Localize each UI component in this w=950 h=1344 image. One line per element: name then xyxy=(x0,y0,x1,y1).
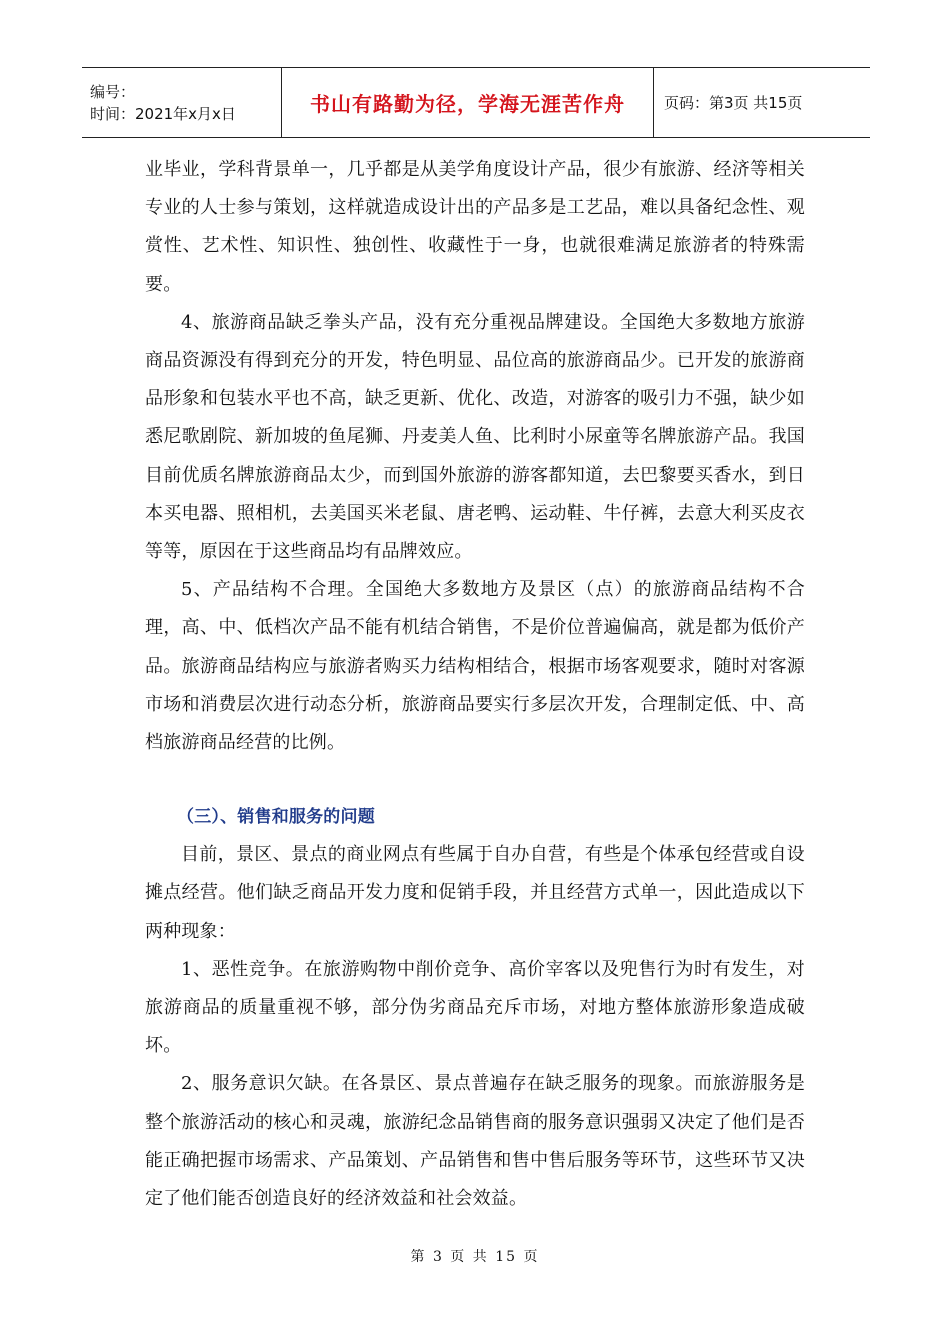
body-paragraph: 目前，景区、景点的商业网点有些属于自办自营，有些是个体承包经营或自设摊点经营。他们缺乏商品开发力度和促销手段，并且经营方式单一，因此造成以下两种现象： xyxy=(145,844,805,942)
header-meta xyxy=(82,68,282,137)
document-body xyxy=(145,151,805,1218)
body-paragraph: 5、产品结构不合理。全国绝大多数地方及景区（点）的旅游商品结构不合理，高、中、低档次产品不能有机结合销售，不是价位普遍偏高，就是都为低价产品。旅游商品结构应与旅游者购买力结构相结合，根据市场客观要求，随时对客源市场和消费层次进行动态分析，旅游商品要实行多层次开发，合理制定低、中、高档旅游商品经营的比例。 xyxy=(145,579,805,754)
header-motto-cell xyxy=(282,68,654,137)
page-footer: 第 3 页 共 15 页 xyxy=(410,1249,540,1265)
body-paragraph: 2、服务意识欠缺。在各景区、景点普遍存在缺乏服务的现象。而旅游服务是整个旅游活动的核心和灵魂，旅游纪念品销售商的服务意识强弱又决定了他们是否能正确把握市场需求、产品策划、产品销售和售中售后服务等环节，这些环节又决定了他们能否创造良好的经济效益和社会效益。 xyxy=(145,1073,805,1210)
page-header xyxy=(82,67,870,138)
header-motto: 书山有路勤为径，学海无涯苦作舟 xyxy=(310,92,625,116)
section-heading: （三）、销售和服务的问题 xyxy=(177,807,375,828)
body-paragraph: 业毕业，学科背景单一，几乎都是从美学角度设计产品，很少有旅游、经济等相关专业的人士参与策划，这样就造成设计出的产品多是工艺品，难以具备纪念性、观赏性、艺术性、知识性、独创性、收藏性于一身，也就很难满足旅游者的特殊需要。 xyxy=(145,159,805,295)
header-page-info: 页码：第3页 共15页 xyxy=(664,94,803,112)
body-paragraph: 4、旅游商品缺乏拳头产品，没有充分重视品牌建设。全国绝大多数地方旅游商品资源没有得到充分的开发，特色明显、品位高的旅游商品少。已开发的旅游商品形象和包装水平也不高，缺乏更新、优化、改造，对游客的吸引力不强，缺少如悉尼歌剧院、新加坡的鱼尾狮、丹麦美人鱼、比利时小尿童等名牌旅游产品。我国目前优质名牌旅游商品太少，而到国外旅游的游客都知道，去巴黎要买香水，到日本买电器、照相机，去美国买米老鼠、唐老鸭、运动鞋、牛仔裤，去意大利买皮衣等等，原因在于这些商品均有品牌效应。 xyxy=(145,311,805,563)
document-date: 时间：2021年x月x日 xyxy=(90,104,236,123)
header-page-info-cell xyxy=(654,68,870,137)
body-paragraph: 1、恶性竞争。在旅游购物中削价竞争、高价宰客以及兜售行为时有发生，对旅游商品的质量重视不够，部分伪劣商品充斥市场，对地方整体旅游形象造成破坏。 xyxy=(145,958,805,1057)
document-number-label: 编号： xyxy=(90,82,136,101)
